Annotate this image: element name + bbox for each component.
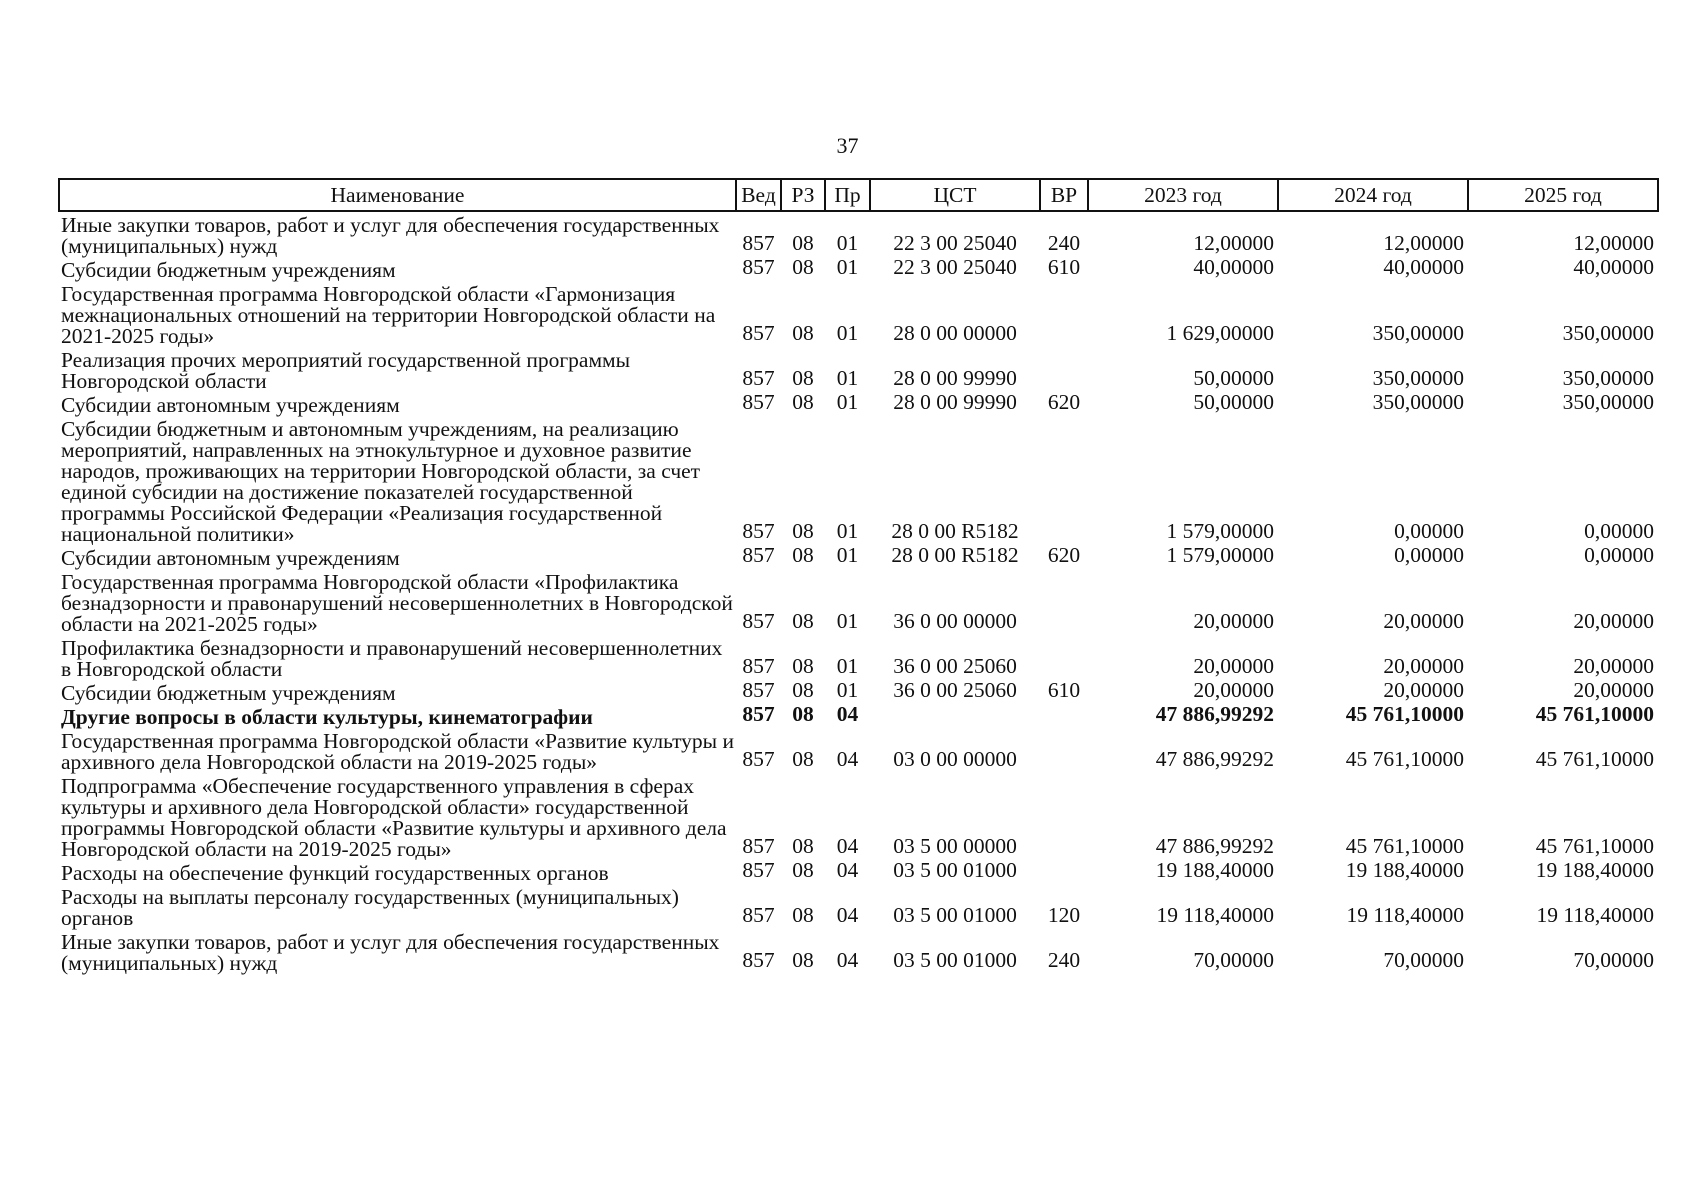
cell-rz: 08 bbox=[792, 543, 814, 567]
header-ved: Вед bbox=[736, 179, 781, 211]
cell-y2025: 350,00000 bbox=[1562, 366, 1654, 390]
cell-y2024: 45 761,10000 bbox=[1345, 702, 1464, 726]
cell-ved: 857 bbox=[742, 834, 775, 858]
cell-rz: 08 bbox=[792, 609, 814, 633]
cell-y2023: 20,00000 bbox=[1193, 678, 1274, 702]
cell-rz: 08 bbox=[792, 834, 814, 858]
table-row bbox=[59, 545, 1658, 569]
cell-ved: 857 bbox=[742, 654, 775, 678]
cell-ved: 857 bbox=[742, 255, 775, 279]
header-name: Наименование bbox=[59, 179, 736, 211]
header-2024: 2024 год bbox=[1278, 179, 1468, 211]
cell-cst bbox=[870, 704, 1040, 728]
cell-name: Государственная программа Новгородской области «Развитие культуры и архивного дела Новгородской области на 2019-2025 годы» bbox=[61, 729, 735, 774]
cell-cst: 22 3 00 25040 bbox=[893, 255, 1017, 279]
cell-rz: 08 bbox=[792, 255, 814, 279]
cell-y2023: 1 579,00000 bbox=[1166, 519, 1274, 543]
cell-name: Расходы на выплаты персоналу государственных (муниципальных) органов bbox=[61, 885, 679, 930]
cell-y2023: 1 629,00000 bbox=[1166, 321, 1274, 345]
cell-name: Иные закупки товаров, работ и услуг для обеспечения государственных (муниципальных) нужд bbox=[61, 930, 720, 975]
cell-vr bbox=[1040, 416, 1088, 545]
cell-cst: 28 0 00 R5182 bbox=[891, 543, 1019, 567]
cell-y2024: 0,00000 bbox=[1394, 543, 1464, 567]
cell-y2023: 20,00000 bbox=[1193, 609, 1274, 633]
cell-ved: 857 bbox=[742, 231, 775, 255]
cell-name: Государственная программа Новгородской области «Профилактика безнадзорности и правонарушений несовершеннолетних в Новгородской области на 2021-2025 годы» bbox=[61, 570, 733, 636]
cell-cst: 28 0 00 99990 bbox=[893, 390, 1017, 414]
table-row bbox=[59, 884, 1658, 929]
cell-vr bbox=[1040, 860, 1088, 884]
cell-pr: 04 bbox=[836, 903, 859, 927]
cell-vr bbox=[1040, 635, 1088, 680]
cell-y2024: 45 761,10000 bbox=[1345, 747, 1464, 771]
cell-pr: 01 bbox=[836, 654, 859, 678]
cell-ved: 857 bbox=[742, 678, 775, 702]
cell-y2025: 19 188,40000 bbox=[1535, 858, 1654, 882]
cell-y2024: 20,00000 bbox=[1383, 609, 1464, 633]
table-row bbox=[59, 257, 1658, 281]
cell-y2024: 70,00000 bbox=[1383, 948, 1464, 972]
cell-y2023: 47 886,99292 bbox=[1155, 702, 1274, 726]
cell-vr bbox=[1040, 281, 1088, 347]
cell-y2024: 12,00000 bbox=[1383, 231, 1464, 255]
cell-pr: 01 bbox=[836, 543, 859, 567]
cell-y2023: 12,00000 bbox=[1193, 231, 1274, 255]
cell-vr: 240 bbox=[1047, 948, 1081, 972]
table-row bbox=[59, 392, 1658, 416]
cell-y2025: 45 761,10000 bbox=[1535, 702, 1654, 726]
cell-y2023: 20,00000 bbox=[1193, 654, 1274, 678]
cell-name: Субсидии автономным учреждениям bbox=[61, 393, 400, 417]
cell-y2024: 45 761,10000 bbox=[1345, 834, 1464, 858]
cell-pr: 01 bbox=[836, 321, 859, 345]
cell-cst: 28 0 00 R5182 bbox=[891, 519, 1019, 543]
cell-vr: 610 bbox=[1047, 255, 1081, 279]
cell-cst: 03 5 00 01000 bbox=[893, 858, 1017, 882]
cell-y2025: 350,00000 bbox=[1562, 321, 1654, 345]
cell-rz: 08 bbox=[792, 231, 814, 255]
cell-y2025: 70,00000 bbox=[1573, 948, 1654, 972]
table-row bbox=[59, 281, 1658, 347]
budget-table bbox=[58, 178, 1659, 974]
table-row bbox=[59, 680, 1658, 704]
cell-rz: 08 bbox=[792, 654, 814, 678]
cell-y2024: 19 118,40000 bbox=[1346, 903, 1464, 927]
cell-rz: 08 bbox=[792, 519, 814, 543]
cell-ved: 857 bbox=[742, 543, 775, 567]
table-row bbox=[59, 728, 1658, 773]
table-row bbox=[59, 929, 1658, 974]
cell-rz: 08 bbox=[792, 321, 814, 345]
cell-name: Иные закупки товаров, работ и услуг для обеспечения государственных (муниципальных) нужд bbox=[61, 213, 720, 258]
cell-ved: 857 bbox=[742, 948, 775, 972]
cell-y2023: 40,00000 bbox=[1193, 255, 1274, 279]
cell-name: Подпрограмма «Обеспечение государственного управления в сферах культуры и архивного дела Новгородской области» государственной программы Новгородской области «Развитие культуры и архивного дела Новгородской области на 2019-2025 годы» bbox=[61, 774, 727, 861]
table-body bbox=[59, 211, 1658, 974]
table-row bbox=[59, 860, 1658, 884]
header-cst: ЦСТ bbox=[870, 179, 1040, 211]
header-pr: Пр bbox=[825, 179, 870, 211]
cell-cst: 28 0 00 99990 bbox=[893, 366, 1017, 390]
cell-y2025: 20,00000 bbox=[1573, 609, 1654, 633]
page-number: 37 bbox=[836, 133, 859, 158]
cell-y2025: 0,00000 bbox=[1584, 543, 1654, 567]
cell-pr: 01 bbox=[836, 366, 859, 390]
cell-rz: 08 bbox=[792, 948, 814, 972]
cell-cst: 03 5 00 00000 bbox=[893, 834, 1017, 858]
cell-name: Субсидии бюджетным учреждениям bbox=[61, 258, 396, 282]
cell-ved: 857 bbox=[742, 903, 775, 927]
header-2025: 2025 год bbox=[1468, 179, 1658, 211]
cell-pr: 04 bbox=[836, 747, 859, 771]
cell-vr bbox=[1040, 704, 1088, 728]
header-2023: 2023 год bbox=[1088, 179, 1278, 211]
cell-rz: 08 bbox=[792, 390, 814, 414]
cell-name: Государственная программа Новгородской области «Гармонизация межнациональных отношений на территории Новгородской области на 2021-2025 годы» bbox=[61, 282, 716, 348]
cell-cst: 22 3 00 25040 bbox=[893, 231, 1017, 255]
cell-y2024: 350,00000 bbox=[1372, 366, 1464, 390]
table-row bbox=[59, 416, 1658, 545]
cell-name: Расходы на обеспечение функций государственных органов bbox=[61, 861, 609, 885]
cell-y2025: 20,00000 bbox=[1573, 654, 1654, 678]
cell-y2024: 20,00000 bbox=[1383, 654, 1464, 678]
cell-name: Субсидии бюджетным учреждениям bbox=[61, 681, 396, 705]
cell-y2024: 0,00000 bbox=[1394, 519, 1464, 543]
cell-cst: 03 0 00 00000 bbox=[893, 747, 1017, 771]
cell-pr: 04 bbox=[836, 948, 859, 972]
cell-cst: 36 0 00 25060 bbox=[893, 678, 1017, 702]
header-vr: ВР bbox=[1040, 179, 1088, 211]
cell-ved: 857 bbox=[742, 702, 775, 726]
cell-name: Субсидии автономным учреждениям bbox=[61, 546, 400, 570]
cell-name: Субсидии бюджетным и автономным учреждениям, на реализацию мероприятий, направленных на этнокультурное и духовное развитие народов, проживающих на территории Новгородской области, за счет единой субсидии на достижение показателей государственной программы Российской Федерации «Реализация государственной национальной политики» bbox=[61, 417, 701, 546]
cell-pr: 01 bbox=[836, 609, 859, 633]
cell-y2023: 19 118,40000 bbox=[1156, 903, 1274, 927]
cell-y2025: 20,00000 bbox=[1573, 678, 1654, 702]
cell-y2025: 350,00000 bbox=[1562, 390, 1654, 414]
cell-ved: 857 bbox=[742, 858, 775, 882]
cell-y2023: 70,00000 bbox=[1193, 948, 1274, 972]
cell-vr bbox=[1040, 728, 1088, 773]
cell-vr: 620 bbox=[1047, 390, 1081, 414]
cell-y2025: 45 761,10000 bbox=[1535, 747, 1654, 771]
cell-y2024: 40,00000 bbox=[1383, 255, 1464, 279]
cell-pr: 04 bbox=[836, 834, 859, 858]
cell-vr bbox=[1040, 569, 1088, 635]
cell-vr: 240 bbox=[1047, 231, 1081, 255]
cell-pr: 01 bbox=[836, 519, 859, 543]
cell-pr: 01 bbox=[836, 231, 859, 255]
cell-cst: 03 5 00 01000 bbox=[893, 903, 1017, 927]
cell-y2025: 40,00000 bbox=[1573, 255, 1654, 279]
cell-rz: 08 bbox=[792, 747, 814, 771]
cell-y2025: 45 761,10000 bbox=[1535, 834, 1654, 858]
table-row bbox=[59, 569, 1658, 635]
cell-name: Профилактика безнадзорности и правонарушений несовершеннолетних в Новгородской области bbox=[61, 636, 723, 681]
cell-y2024: 350,00000 bbox=[1372, 321, 1464, 345]
table-row bbox=[59, 347, 1658, 392]
table-row bbox=[59, 773, 1658, 860]
cell-y2024: 19 188,40000 bbox=[1345, 858, 1464, 882]
table-header bbox=[59, 179, 1658, 211]
cell-rz: 08 bbox=[792, 678, 814, 702]
cell-pr: 04 bbox=[836, 858, 859, 882]
cell-cst: 03 5 00 01000 bbox=[893, 948, 1017, 972]
cell-vr: 620 bbox=[1047, 543, 1081, 567]
cell-rz: 08 bbox=[792, 858, 814, 882]
cell-y2025: 19 118,40000 bbox=[1536, 903, 1654, 927]
cell-ved: 857 bbox=[742, 390, 775, 414]
cell-cst: 36 0 00 25060 bbox=[893, 654, 1017, 678]
cell-y2025: 12,00000 bbox=[1573, 231, 1654, 255]
cell-ved: 857 bbox=[742, 609, 775, 633]
header-rz: РЗ bbox=[781, 179, 825, 211]
cell-rz: 08 bbox=[792, 702, 814, 726]
cell-y2023: 50,00000 bbox=[1193, 366, 1274, 390]
table-row bbox=[59, 211, 1658, 257]
cell-pr: 01 bbox=[836, 255, 859, 279]
cell-pr: 01 bbox=[836, 390, 859, 414]
cell-y2023: 47 886,99292 bbox=[1155, 834, 1274, 858]
cell-rz: 08 bbox=[792, 366, 814, 390]
cell-pr: 04 bbox=[836, 702, 859, 726]
cell-vr bbox=[1040, 773, 1088, 860]
cell-ved: 857 bbox=[742, 519, 775, 543]
cell-cst: 28 0 00 00000 bbox=[893, 321, 1017, 345]
cell-vr bbox=[1040, 347, 1088, 392]
cell-y2024: 350,00000 bbox=[1372, 390, 1464, 414]
cell-name: Реализация прочих мероприятий государственной программы Новгородской области bbox=[61, 348, 631, 393]
cell-ved: 857 bbox=[742, 747, 775, 771]
cell-cst: 36 0 00 00000 bbox=[893, 609, 1017, 633]
table-row bbox=[59, 635, 1658, 680]
cell-rz: 08 bbox=[792, 903, 814, 927]
cell-pr: 01 bbox=[836, 678, 859, 702]
cell-y2024: 20,00000 bbox=[1383, 678, 1464, 702]
cell-ved: 857 bbox=[742, 366, 775, 390]
cell-vr: 610 bbox=[1047, 678, 1081, 702]
cell-name: Другие вопросы в области культуры, кинематографии bbox=[61, 705, 593, 729]
cell-ved: 857 bbox=[742, 321, 775, 345]
cell-y2023: 19 188,40000 bbox=[1155, 858, 1274, 882]
cell-y2023: 1 579,00000 bbox=[1166, 543, 1274, 567]
cell-y2023: 47 886,99292 bbox=[1155, 747, 1274, 771]
cell-vr: 120 bbox=[1047, 903, 1081, 927]
cell-y2025: 0,00000 bbox=[1584, 519, 1654, 543]
table-row bbox=[59, 704, 1658, 728]
cell-y2023: 50,00000 bbox=[1193, 390, 1274, 414]
